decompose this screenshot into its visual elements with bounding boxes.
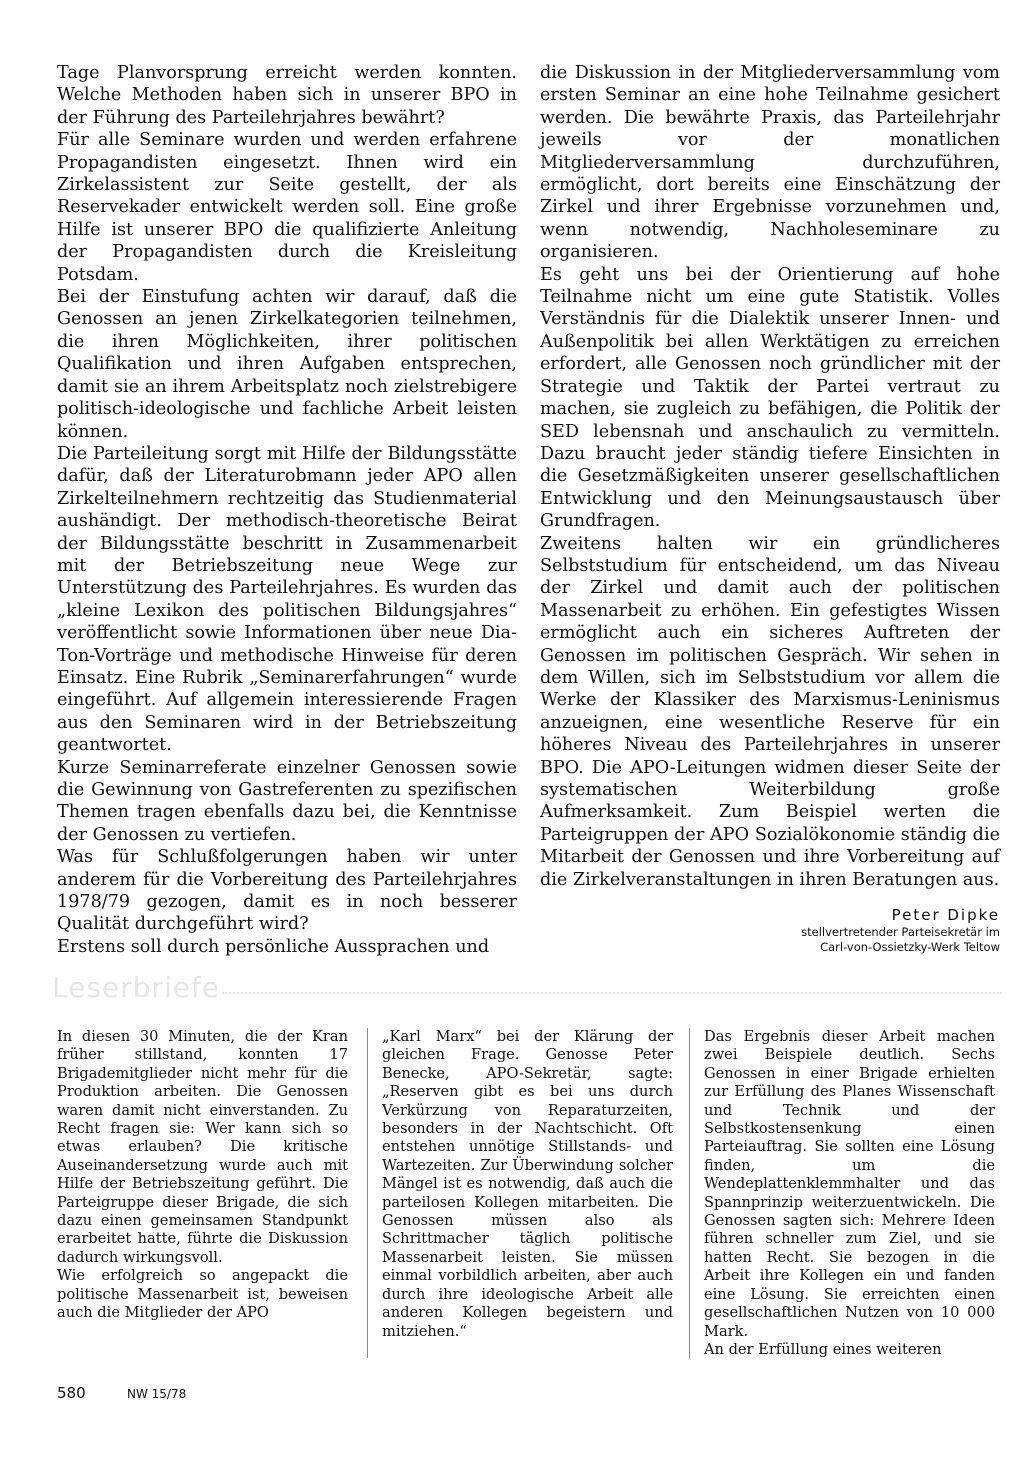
paragraph: In diesen 30 Minuten, die der Kran früher stillstand, konnten 17 Brigademitglieder nicht mehr für die Produktion arbeiten. Die Genossen waren damit nicht einverstanden. Zu Recht fragen sie: Wer kann sich so etwas erlauben? Die kritische Auseinandersetzung wurde auch mit Hilfe der Betriebszeitung geführt. Die Parteigruppe dieser Brigade, die sich dazu einen gemeinsamen Standpunkt erarbeitet hatte, führte die Diskussion dadurch wirkungsvoll.: [57, 1028, 348, 1266]
author-name: Peter Dipke: [891, 906, 1000, 925]
article-column-left: [57, 62, 517, 958]
column-divider: [367, 1028, 368, 1358]
paragraph: Das Ergebnis dieser Arbeit machen zwei Beispiele deutlich. Sechs Genossen in einer Brigade erhielten zur Erfüllung des Planes Wissenschaft und Technik und der Selbstkostensenkung einen Parteiauftrag. Sie sollten eine Lösung finden, um die Wendeplattenklemmhalter und das Spannprinzip weiterzuentwickeln. Die Genossen sagten sich: Mehrere Ideen führen schneller zum Ziel, und sie hatten Recht. Sie bezogen in die Arbeit ihre Kollegen ein und fanden eine Lösung. Sie erreichten einen gesellschaftlichen Nutzen von 10 000 Mark.: [704, 1028, 995, 1340]
letters-column-2: [382, 1028, 673, 1341]
paragraph: Wie erfolgreich so angepackt die politische Massenarbeit ist, beweisen auch die Mitglieder der APO: [57, 1267, 348, 1322]
paragraph: Tage Planvorsprung erreicht werden konnten. Welche Methoden haben sich in unserer BPO in der Führung des Parteilehrjahres bewährt?: [57, 63, 517, 128]
column-divider: [689, 1028, 690, 1358]
paragraph: Kurze Seminarreferate einzelner Genossen sowie die Gewinnung von Gastreferenten zu spezifischen Themen tragen ebenfalls dazu bei, die Kenntnisse der Genossen zu vertiefen.: [57, 757, 517, 845]
author-affiliation: Carl-von-Ossietzky-Werk Teltow: [820, 940, 1000, 955]
author-role: stellvertretender Parteisekretär im: [801, 925, 1000, 940]
section-header: [52, 968, 1002, 1008]
issue-label: NW 15/78: [127, 1387, 187, 1401]
section-title: Leserbriefe: [52, 971, 221, 1004]
page-number: 580: [57, 1384, 86, 1402]
paragraph: Die Parteileitung sorgt mit Hilfe der Bildungsstätte dafür, daß der Literaturobmann jeder APO allen Zirkelteilnehmern rechtzeitig das Studienmaterial aushändigt. Der methodisch-theoretische Beirat der Bildungsstätte beschritt in Zusammenarbeit mit der Betriebszeitung neue Wege zur Unterstützung des Parteilehrjahres. Es wurden das „kleine Lexikon des politischen Bildungsjahres“ veröffentlicht sowie Informationen über neue Dia-Ton-Vorträge und methodische Hinweise für deren Einsatz. Eine Rubrik „Seminarerfahrungen“ wurde eingeführt. Auf allgemein interessierende Fragen aus den Seminaren wird in der Betriebszeitung geantwortet.: [57, 443, 517, 756]
paragraph: Was für Schlußfolgerungen haben wir unter anderem für die Vorbereitung des Parteilehrjahres 1978/79 gezogen, damit es in noch besserer Qualität durchgeführt wird?: [57, 847, 517, 935]
paragraph: Bei der Einstufung achten wir darauf, daß die Genossen an jenen Zirkelkategorien teilnehmen, die ihren Möglichkeiten, ihrer politischen Qualifikation und ihren Aufgaben entsprechen, damit sie an ihrem Arbeitsplatz noch zielstrebigere politisch-ideologische und fachliche Arbeit leisten können.: [57, 287, 517, 442]
paragraph: Für alle Seminare wurden und werden erfahrene Propagandisten eingesetzt. Ihnen wird ein Zirkelassistent zur Seite gestellt, der als Reservekader entwickelt werden soll. Eine große Hilfe ist unserer BPO die qualifizierte Anleitung der Propagandisten durch die Kreisleitung Potsdam.: [57, 130, 517, 285]
paragraph: An der Erfüllung eines weiteren: [704, 1340, 942, 1358]
paragraph: die Diskussion in der Mitgliederversammlung vom ersten Seminar an eine hohe Teilnahme gesichert werden. Die bewährte Praxis, das Parteilehrjahr jeweils vor der monatlichen Mitgliederversammlung durchzuführen, ermöglicht, dort bereits eine Einschätzung der Zirkel und ihrer Ergebnisse vorzunehmen und, wenn notwendig, Nachholeseminare zu organisieren.: [540, 63, 1000, 263]
letters-column-1: [57, 1028, 348, 1323]
paragraph: „Karl Marx“ bei der Klärung der gleichen Frage. Genosse Peter Benecke, APO-Sekretär, sagte: „Reserven gibt es bei uns durch Verkürzung von Reparaturzeiten, besonders in der Nachtschicht. Oft entstehen unnötige Stillstands- und Wartezeiten. Zur Überwindung solcher Mängel ist es notwendig, daß auch die parteilosen Kollegen mitarbeiten. Die Genossen müssen also als Schrittmacher täglich politische Massenarbeit leisten. Sie müssen einmal vorbildlich arbeiten, aber auch durch ihre ideologische Arbeit alle anderen Kollegen begeistern und mitziehen.“: [382, 1028, 673, 1340]
author-signature: [540, 905, 1000, 955]
paragraph: Zweitens halten wir ein gründlicheres Selbststudium für entscheidend, um das Niveau der Zirkel und damit auch der politischen Massenarbeit zu erhöhen. Ein gefestigtes Wissen ermöglicht auch ein sicheres Auftreten der Genossen im politischen Gespräch. Wir sehen in dem Willen, sich im Selbststudium vor allem die Werke der Klassiker des Marxismus-Leninismus anzueignen, eine wesentliche Reserve für ein höheres Niveau des Parteilehrjahres in unserer BPO. Die APO-Leitungen widmen dieser Seite der systematischen Weiterbildung große Aufmerksamkeit. Zum Beispiel werten die Parteigruppen der APO Sozialökonomie ständig die Mitarbeit der Genossen und ihre Vorbereitung auf die Zirkelveranstaltungen in ihren Beratungen aus.: [540, 533, 1000, 890]
paragraph: Es geht uns bei der Orientierung auf hohe Teilnahme nicht um eine gute Statistik. Volles Verständnis für die Dialektik unserer Innen- und Außenpolitik bei allen Werktätigen zu erreichen erfordert, alle Genossen noch gründlicher mit der Strategie und Taktik der Partei vertraut zu machen, sie zugleich zu befähigen, die Politik der SED lebensnah und anschaulich zu vermitteln. Dazu braucht jeder ständig tiefere Einsichten in die Gesetzmäßigkeiten unserer gesellschaftlichen Entwicklung und den Meinungsaustausch über Grundfragen.: [540, 264, 1000, 532]
article-column-right: [540, 62, 1000, 955]
letters-column-3: [704, 1028, 995, 1359]
paragraph: Erstens soll durch persönliche Aussprachen und: [57, 936, 490, 957]
section-rule: [222, 992, 1002, 994]
